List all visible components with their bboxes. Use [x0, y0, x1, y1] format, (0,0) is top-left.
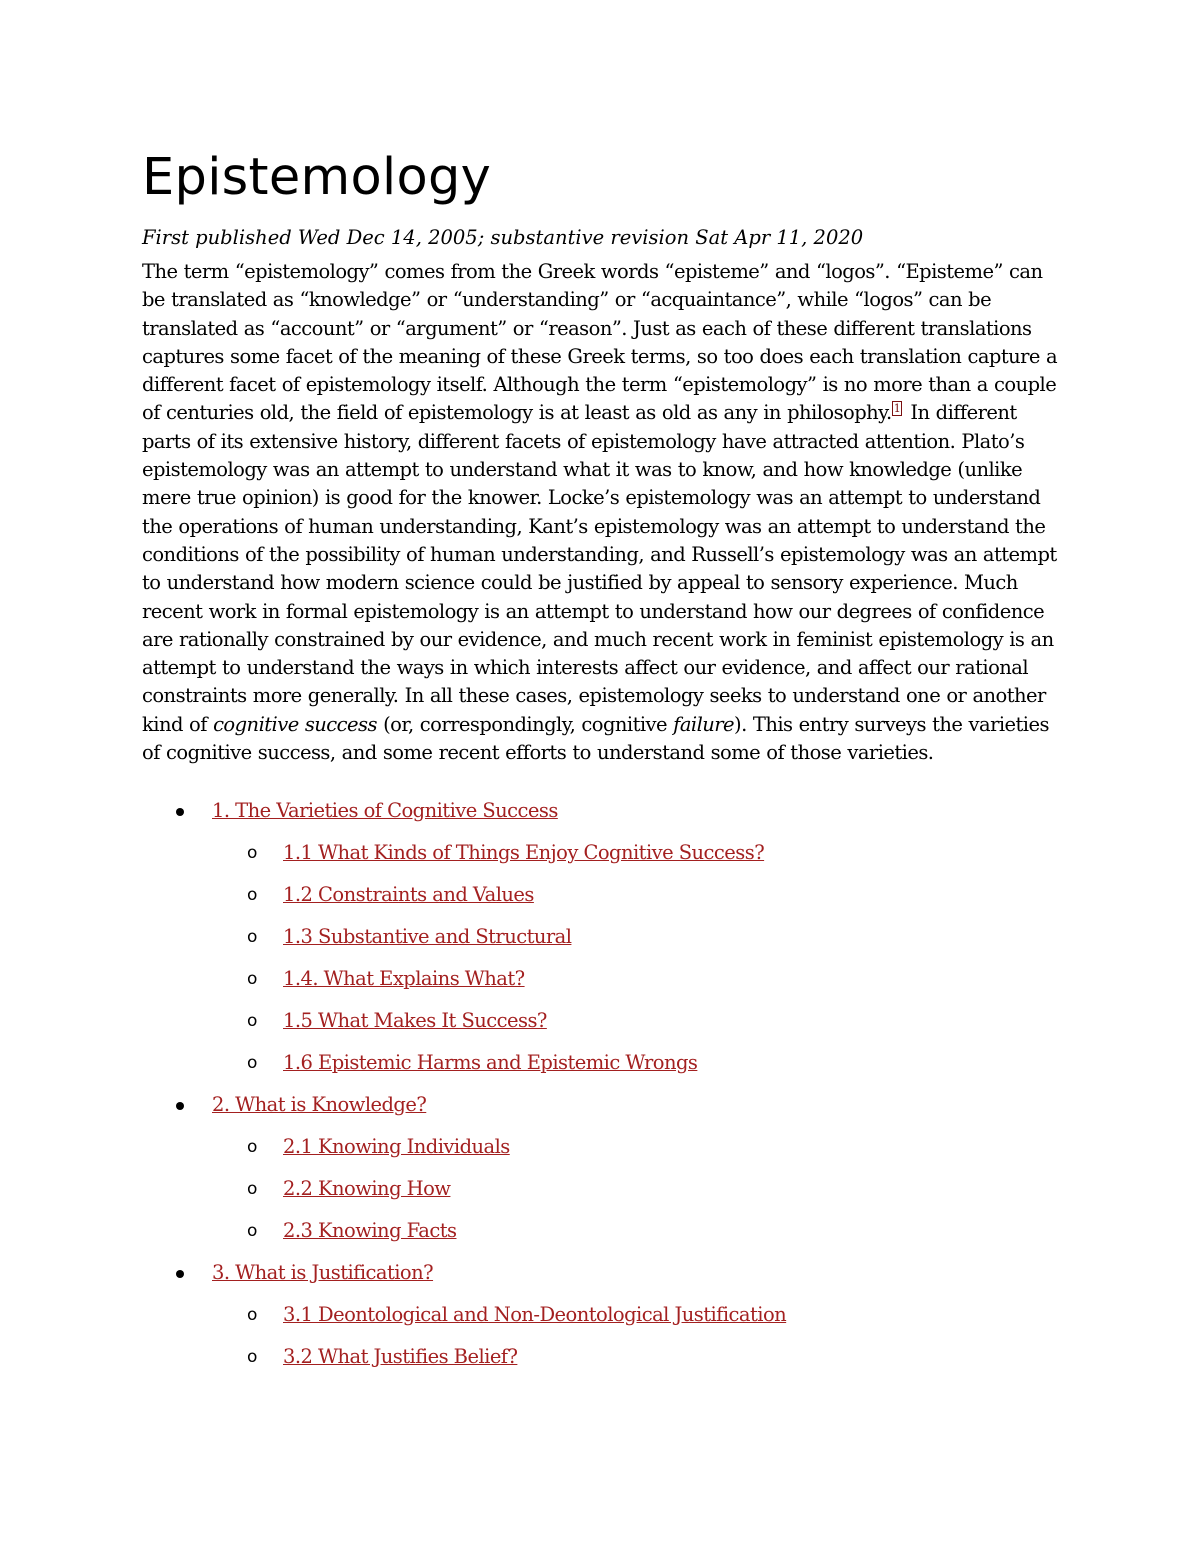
toc-item-1-5	[142, 1007, 1060, 1035]
toc-item-3-1	[142, 1301, 1060, 1329]
intro-text-part4: ). This entry surveys the varieties of cognitive success, and some recent efforts to understand some of those varieties.	[142, 712, 1049, 765]
circle-bullet-icon: o	[247, 927, 257, 948]
circle-bullet-icon: o	[247, 1137, 257, 1158]
toc-link-3-2[interactable]: 3.2 What Justifies Belief?	[283, 1345, 518, 1369]
publication-info: First published Wed Dec 14, 2005; substantive revision Sat Apr 11, 2020	[142, 226, 864, 249]
intro-paragraph	[142, 258, 1060, 767]
table-of-contents	[142, 797, 1060, 1371]
intro-emphasis-failure: failure	[673, 712, 735, 736]
circle-bullet-icon: o	[247, 1347, 257, 1368]
intro-emphasis-success: cognitive success	[213, 712, 377, 736]
toc-item-1-6	[142, 1049, 1060, 1077]
document-page	[142, 138, 1060, 1385]
bullet-icon	[176, 1102, 184, 1110]
toc-link-1-1[interactable]: 1.1 What Kinds of Things Enjoy Cognitive Success?	[283, 841, 765, 865]
circle-bullet-icon: o	[247, 1305, 257, 1326]
toc-item-3	[142, 1259, 1060, 1287]
toc-item-1-3	[142, 923, 1060, 951]
intro-text-part3: (or, correspondingly, cognitive	[376, 712, 674, 736]
toc-item-2	[142, 1091, 1060, 1119]
toc-item-1-4	[142, 965, 1060, 993]
toc-item-3-2	[142, 1343, 1060, 1371]
toc-item-2-3	[142, 1217, 1060, 1245]
toc-link-1-2[interactable]: 1.2 Constraints and Values	[283, 883, 534, 907]
circle-bullet-icon: o	[247, 1053, 257, 1074]
circle-bullet-icon: o	[247, 843, 257, 864]
toc-link-1-5[interactable]: 1.5 What Makes It Success?	[283, 1009, 547, 1033]
toc-link-2-1[interactable]: 2.1 Knowing Individuals	[283, 1135, 510, 1159]
circle-bullet-icon: o	[247, 885, 257, 906]
toc-item-1	[142, 797, 1060, 825]
toc-link-3-1[interactable]: 3.1 Deontological and Non-Deontological Justification	[283, 1303, 787, 1327]
toc-link-2-2[interactable]: 2.2 Knowing How	[283, 1177, 451, 1201]
circle-bullet-icon: o	[247, 1179, 257, 1200]
toc-link-3[interactable]: 3. What is Justification?	[212, 1261, 434, 1285]
bullet-icon	[176, 1270, 184, 1278]
toc-link-2-3[interactable]: 2.3 Knowing Facts	[283, 1219, 457, 1243]
toc-link-1-3[interactable]: 1.3 Substantive and Structural	[283, 925, 572, 949]
toc-item-1-1	[142, 839, 1060, 867]
intro-text-part2: In different parts of its extensive history, different facets of epistemology have attracted attention. Plato’s epistemology was an attempt to understand what it was to know, and how knowledge (unlike mere true opinion) is good for the knower. Locke’s epistemology was an attempt to understand the operations of human understanding, Kant’s epistemology was an attempt to understand the conditions of the possibility of human understanding, and Russell’s epistemology was an attempt to understand how modern science could be justified by appeal to sensory experience. Much recent work in formal epistemology is an attempt to understand how our degrees of confidence are rationally constrained by our evidence, and much recent work in feminist epistemology is an attempt to understand the ways in which interests affect our evidence, and affect our rational constraints more generally. In all these cases, epistemology seeks to understand one or another kind of	[142, 401, 1057, 736]
footnote-link[interactable]: 1	[893, 401, 901, 415]
toc-link-2[interactable]: 2. What is Knowledge?	[212, 1093, 427, 1117]
toc-link-1-6[interactable]: 1.6 Epistemic Harms and Epistemic Wrongs	[283, 1051, 698, 1075]
toc-link-1[interactable]: 1. The Varieties of Cognitive Success	[212, 799, 558, 823]
page-title: Epistemology	[142, 148, 492, 207]
circle-bullet-icon: o	[247, 969, 257, 990]
circle-bullet-icon: o	[247, 1221, 257, 1242]
circle-bullet-icon: o	[247, 1011, 257, 1032]
toc-link-1-4[interactable]: 1.4. What Explains What?	[283, 967, 525, 991]
toc-item-2-1	[142, 1133, 1060, 1161]
toc-item-2-2	[142, 1175, 1060, 1203]
intro-text-part1: The term “epistemology” comes from the Greek words “episteme” and “logos”. “Episteme” can be translated as “knowledge” or “understanding” or “acquaintance”, while “logos” can be translated as “account” or “argument” or “reason”. Just as each of these different translations captures some facet of the meaning of these Greek terms, so too does each translation capture a different facet of epistemology itself. Although the term “epistemology” is no more than a couple of centuries old, the field of epistemology is at least as old as any in philosophy.	[142, 260, 1058, 425]
bullet-icon	[176, 808, 184, 816]
toc-item-1-2	[142, 881, 1060, 909]
